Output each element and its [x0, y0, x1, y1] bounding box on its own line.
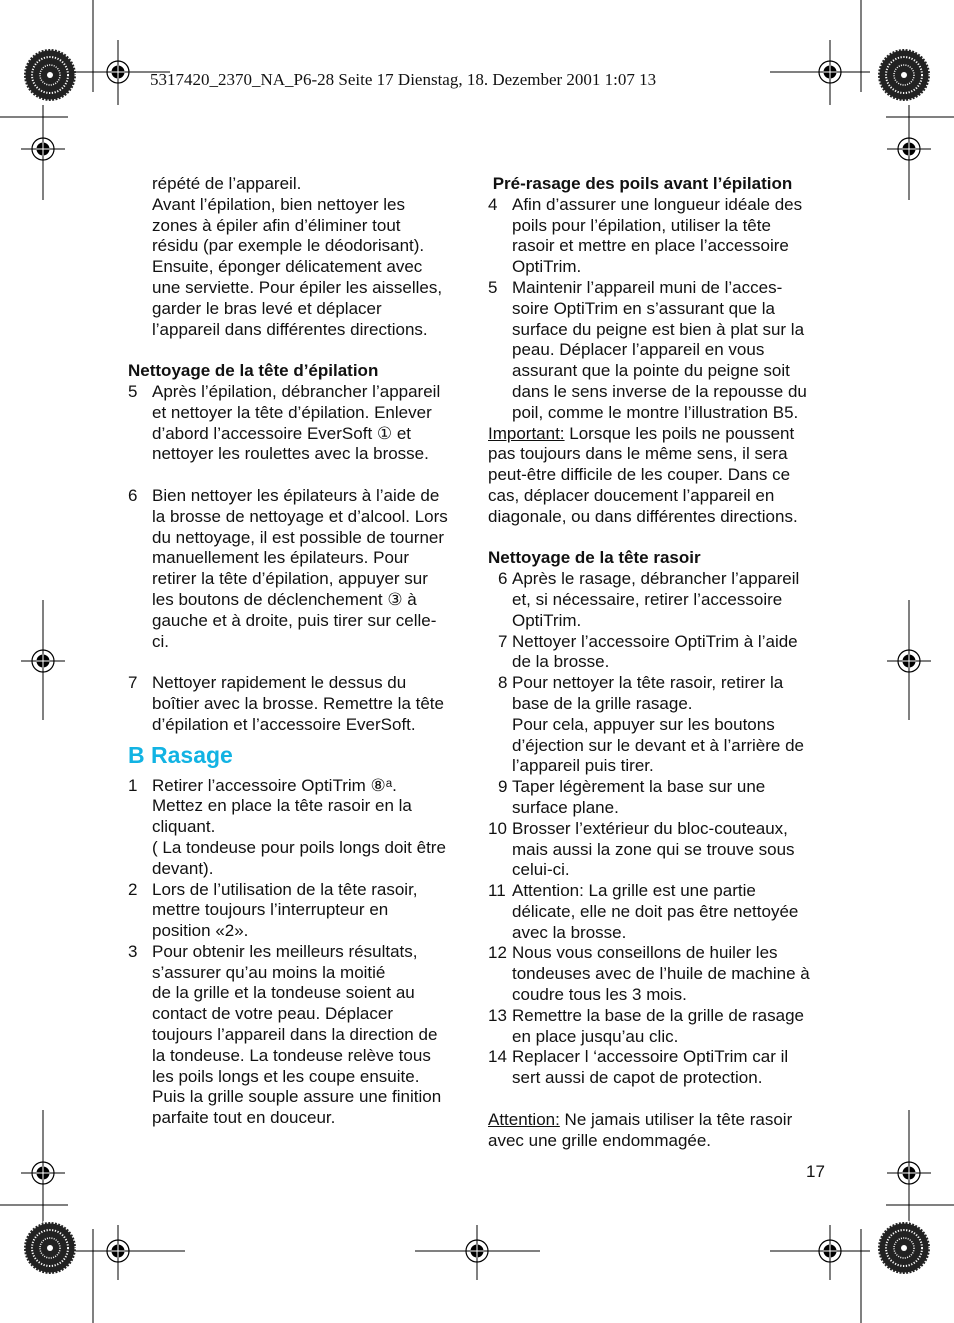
text-line: Maintenir l’appareil muni de l’acces- — [512, 277, 783, 297]
right-column — [488, 174, 828, 1151]
text-line: les boutons de déclenchement ③ à — [152, 589, 417, 609]
text-line: boîtier avec la brosse. Remettre la tête — [152, 693, 444, 713]
text-line: et nettoyer la tête d’épilation. Enlever — [152, 402, 432, 422]
text-line: l’appareil puis tirer. — [512, 756, 654, 776]
text-line: surface du peigne est bien à plat sur la — [512, 319, 805, 339]
text-line: délicate, elle ne doit pas être nettoyée — [512, 901, 799, 921]
text-line: rasoir et mettre en place l’accessoire — [512, 236, 789, 256]
item-number: 7 — [128, 673, 138, 693]
text-line: devant). — [152, 858, 214, 878]
item-number: 10 — [488, 818, 507, 838]
text-line: retirer la tête d’épilation, appuyer sur — [152, 569, 428, 589]
text-line: s’assurer qu’au moins la moitié — [152, 962, 386, 982]
important-note — [488, 424, 828, 528]
text-line: zones à épiler afin d’éliminer tout — [152, 215, 401, 235]
text-line: manuellement les épilateurs. Pour — [152, 548, 410, 568]
list-item — [488, 819, 828, 881]
text-line: tondeuses avec de l’huile de machine à — [512, 964, 810, 984]
text-line: Afin d’assurer une longueur idéale des — [512, 194, 803, 214]
text-line: surface plane. — [512, 797, 619, 817]
text-line: l’appareil dans différentes directions. — [152, 319, 428, 339]
text-line: Pour nettoyer la tête rasoir, retirer la — [512, 673, 784, 693]
text-line: et, si nécessaire, retirer l’accessoire — [512, 589, 783, 609]
list-item — [488, 195, 828, 278]
text-line: Pour obtenir les meilleurs résultats, — [152, 941, 418, 961]
text-line: de la grille et la tondeuse soient au — [152, 983, 415, 1003]
text-line: mais aussi la zone qui se trouve sous — [512, 839, 795, 859]
text-line: d’épilation et l’accessoire EverSoft. — [152, 714, 416, 734]
list-item — [488, 569, 828, 631]
text-line: d’abord l’accessoire EverSoft ① et — [152, 423, 412, 443]
list-item — [128, 486, 468, 652]
list-item — [128, 382, 468, 465]
text-line: base de la grille rasage. — [512, 693, 693, 713]
text-line: Pour cela, appuyer sur les boutons — [512, 714, 775, 734]
item-number: 1 — [128, 775, 138, 795]
text-line: Mettez en place la tête rasoir en la — [152, 796, 412, 816]
text-line: peau. Déplacer l’appareil en vous — [512, 340, 765, 360]
text-line: sert aussi de capot de protection. — [512, 1068, 763, 1088]
text-line: du nettoyage, il est possible de tourner — [152, 527, 445, 547]
text-line: OptiTrim. — [512, 257, 582, 277]
text-line: garder le bras levé et déplacer — [152, 298, 382, 318]
text-line: ci. — [152, 631, 169, 651]
item-number: 9 — [498, 777, 508, 797]
epilation-cleaning-heading: Nettoyage de la tête d’épilation — [128, 361, 379, 381]
text-line: Bien nettoyer les épilateurs à l’aide de — [152, 485, 440, 505]
item-number: 6 — [498, 569, 508, 589]
text-line: diagonale, ou dans différentes directions. — [488, 506, 798, 526]
item-number: 8 — [498, 673, 508, 693]
text-line: soire OptiTrim en s’assurant que la — [512, 298, 775, 318]
item-number: 2 — [128, 879, 138, 899]
text-line: nettoyer les roulettes avec la brosse. — [152, 444, 429, 464]
item-number: 3 — [128, 941, 138, 961]
left-column — [128, 174, 468, 1129]
text-line: Attention: La grille est une partie — [512, 881, 756, 901]
text-line: d’éjection sur le devant et à l’arrière de — [512, 735, 804, 755]
text-line: Ne jamais utiliser la tête rasoir — [559, 1109, 793, 1129]
text-line: résidu (par exemple le déodorisant). — [152, 236, 425, 256]
list-item — [488, 777, 828, 819]
list-item — [488, 673, 828, 777]
item-number: 5 — [128, 381, 138, 401]
text-line: pas toujours dans le même sens, il sera — [488, 444, 788, 464]
text-line: toujours l’appareil dans la direction de — [152, 1025, 438, 1045]
text-line: Après l’épilation, débrancher l’appareil — [152, 381, 441, 401]
item-number: 4 — [488, 194, 498, 214]
list-item — [488, 632, 828, 674]
text-line: avec la brosse. — [512, 922, 627, 942]
text-line: OptiTrim. — [512, 610, 582, 630]
list-item — [488, 278, 828, 424]
item-number: 12 — [488, 943, 507, 963]
item-number: 6 — [128, 485, 138, 505]
text-line: Retirer l’accessoire OptiTrim ⑧ᵃ. — [152, 775, 397, 795]
text-line: avec une grille endommagée. — [488, 1130, 712, 1150]
list-item — [128, 880, 468, 942]
text-line: Nettoyer rapidement le dessus du — [152, 673, 407, 693]
item-number: 13 — [488, 1005, 507, 1025]
page-number: 17 — [806, 1162, 825, 1181]
text-line: Brosser l’extérieur du bloc-couteaux, — [512, 818, 788, 838]
text-line: Lors de l’utilisation de la tête rasoir, — [152, 879, 418, 899]
item-number: 14 — [488, 1047, 507, 1067]
list-item — [128, 673, 468, 735]
prerasage-heading: Pré-rasage des poils avant l’épilation — [488, 174, 793, 193]
text-line: Taper légèrement la base sur une — [512, 777, 766, 797]
text-line: Avant l’épilation, bien nettoyer les — [152, 194, 405, 214]
text-line: Replacer l ‘accessoire OptiTrim car il — [512, 1047, 789, 1067]
text-line: mettre toujours l’interrupteur en — [152, 900, 389, 920]
item-number: 11 — [488, 881, 506, 901]
list-item — [128, 942, 468, 1129]
text-line: poils pour l’épilation, utiliser la tête — [512, 215, 771, 235]
text-line: la brosse de nettoyage et d’alcool. Lors — [152, 506, 448, 526]
text-line: poil, comme le montre l’illustration B5. — [512, 402, 799, 422]
text-line: contact de votre peau. Déplacer — [152, 1004, 393, 1024]
text-line: assurant que la pointe du peigne soit — [512, 361, 790, 381]
text-line: la tondeuse. La tondeuse relève tous — [152, 1045, 431, 1065]
attention-label: Attention: — [488, 1109, 560, 1129]
text-line: Nettoyer l’accessoire OptiTrim à l’aide — [512, 631, 798, 651]
list-item — [488, 881, 828, 943]
text-line: en place jusqu’au clic. — [512, 1026, 679, 1046]
text-line: Après le rasage, débrancher l’appareil — [512, 569, 800, 589]
text-line: cas, déplacer doucement l’appareil en — [488, 485, 775, 505]
list-item — [488, 1047, 828, 1089]
item-number: 7 — [498, 631, 508, 651]
text-line: Puis la grille souple assure une finition — [152, 1087, 442, 1107]
text-line: Remettre la base de la grille de rasage — [512, 1005, 804, 1025]
text-line: les poils longs et les coupe ensuite. — [152, 1066, 420, 1086]
list-item — [488, 1006, 828, 1048]
text-line: parfaite tout en douceur. — [152, 1108, 336, 1128]
print-slug-header: 5317420_2370_NA_P6-28 Seite 17 Dienstag, 18. Dezember 2001 1:07 13 — [150, 70, 657, 89]
text-line: Nous vous conseillons de huiler les — [512, 943, 778, 963]
text-line: de la brosse. — [512, 652, 610, 672]
text-line: Lorsque les poils ne poussent — [564, 423, 795, 443]
attention-note — [488, 1110, 828, 1152]
text-line: cliquant. — [152, 817, 216, 837]
text-line: peut-être difficile de les couper. Dans ce — [488, 465, 791, 485]
section-title: B Rasage — [128, 741, 233, 768]
text-line: gauche et à droite, puis tirer sur celle- — [152, 610, 437, 630]
list-item — [128, 776, 468, 880]
item-number: 5 — [488, 277, 498, 297]
text-line: Ensuite, éponger délicatement avec — [152, 257, 423, 277]
text-line: coudre tous les 3 mois. — [512, 985, 687, 1005]
razor-cleaning-heading: Nettoyage de la tête rasoir — [488, 548, 701, 568]
important-label: Important: — [488, 423, 565, 443]
text-line: ( La tondeuse pour poils longs doit être — [152, 837, 446, 857]
intro-paragraph — [128, 174, 468, 340]
text-line: celui-ci. — [512, 860, 570, 880]
text-line: répété de l’appareil. — [152, 174, 302, 193]
list-item — [488, 943, 828, 1005]
text-line: dans le sens inverse de la repousse du — [512, 381, 807, 401]
text-line: position «2». — [152, 921, 249, 941]
text-line: une serviette. Pour épiler les aisselles, — [152, 277, 443, 297]
